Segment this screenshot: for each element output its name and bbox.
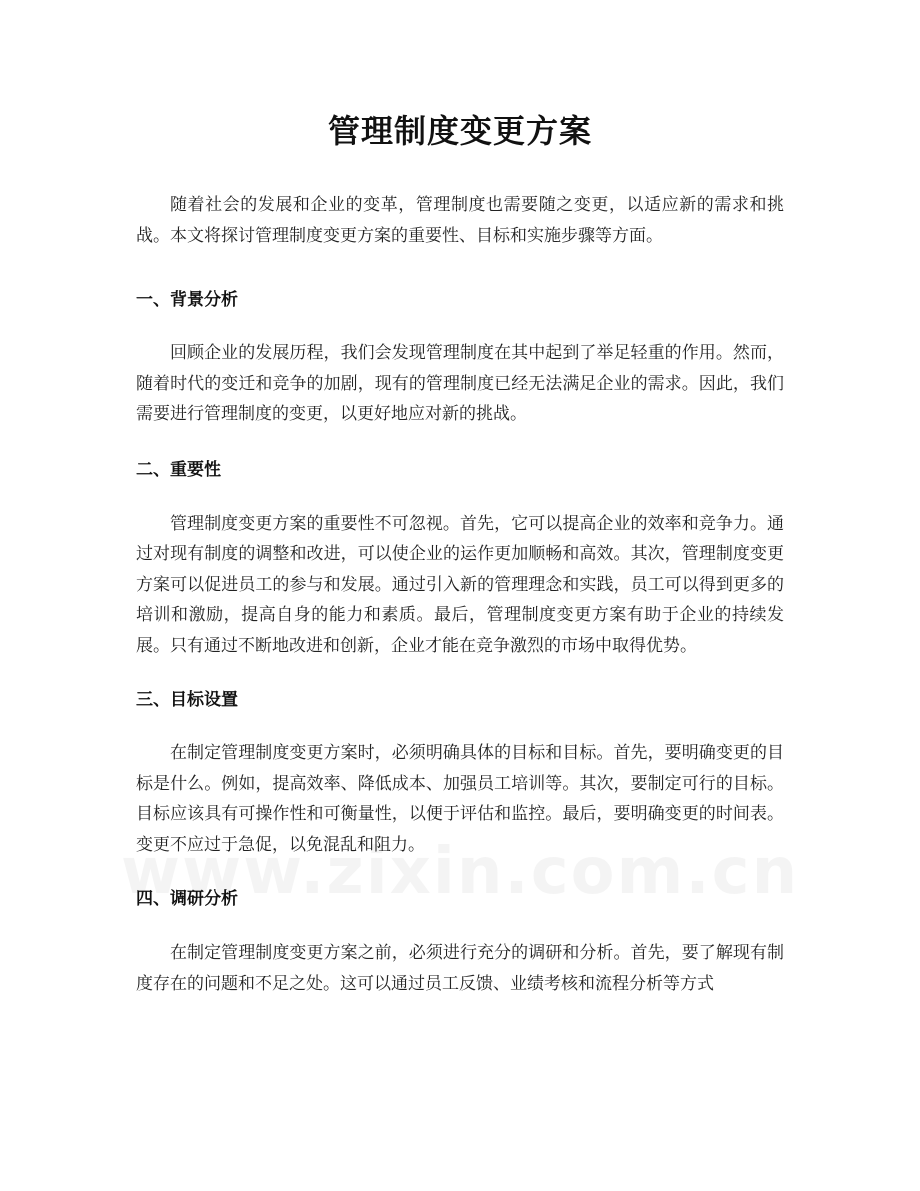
document-title: 管理制度变更方案 (327, 112, 592, 150)
section-heading-background: 一、背景分析 (136, 290, 238, 310)
section-heading-goals: 三、目标设置 (136, 690, 238, 710)
section-heading-research: 四、调研分析 (136, 889, 238, 909)
intro-paragraph: 随着社会的发展和企业的变革，管理制度也需要随之变更，以适应新的需求和挑战。本文将探讨管理制度变更方案的重要性、目标和实施步骤等方面。 (136, 195, 784, 246)
section-body-research: 在制定管理制度变更方案之前，必须进行充分的调研和分析。首先，要了解现有制度存在的问题和不足之处。这可以通过员工反馈、业绩考核和流程分析等方式 (136, 943, 784, 994)
section-body-importance: 管理制度变更方案的重要性不可忽视。首先，它可以提高企业的效率和竞争力。通过对现有制度的调整和改进，可以使企业的运作更加顺畅和高效。其次，管理制度变更方案可以促进员工的参与和发展。通过引入新的管理理念和实践，员工可以得到更多的培训和激励，提高自身的能力和素质。最后，管理制度变更方案有助于企业的持续发展。只有通过不断地改进和创新，企业才能在竞争激烈的市场中取得优势。 (136, 513, 784, 656)
section-body-background: 回顾企业的发展历程，我们会发现管理制度在其中起到了举足轻重的作用。然而，随着时代的变迁和竞争的加剧，现有的管理制度已经无法满足企业的需求。因此，我们需要进行管理制度的变更，以更好地应对新的挑战。 (136, 343, 784, 424)
section-heading-importance: 二、重要性 (136, 459, 221, 480)
section-body-goals: 在制定管理制度变更方案时，必须明确具体的目标和目标。首先，要明确变更的目标是什么。例如，提高效率、降低成本、加强员工培训等。其次，要制定可行的目标。目标应该具有可操作性和可衡量性，以便于评估和监控。最后，要明确变更的时间表。变更不应过于急促，以免混乱和阻力。 (136, 743, 784, 855)
